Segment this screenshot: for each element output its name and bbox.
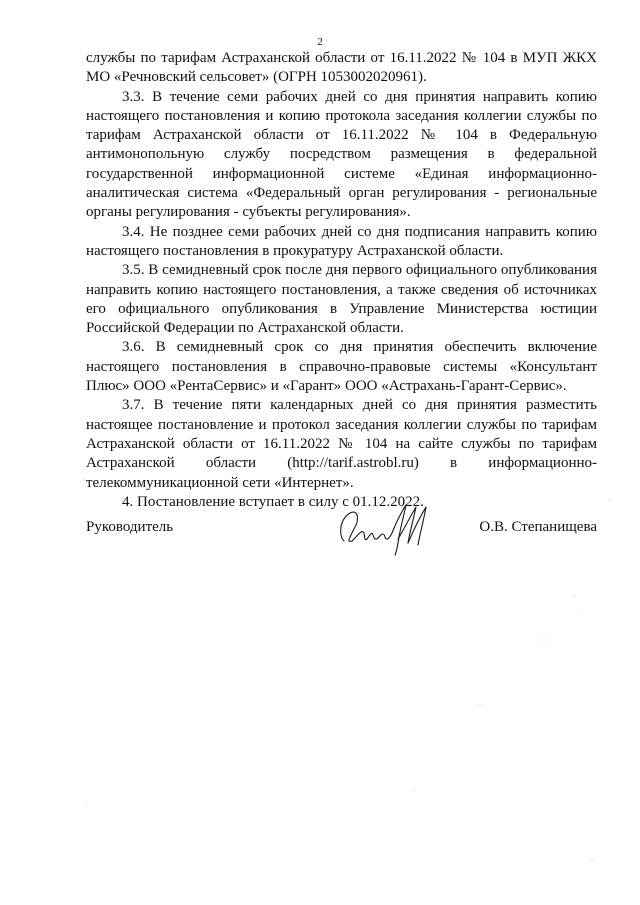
signatory-title: Руководитель [86,519,174,535]
paragraph-3-3: 3.3. В течение семи рабочих дней со дня принятия направить копию настоящего постановления и копию протокола заседания коллегии службы по тарифам Астраханской области от 16.11.2022 № 104 в Федеральную антимонопольную службу посредством размещения в федеральной государственной информационной системе «Единая информационно-аналитическая система «Федеральный орган регулирования - региональные органы регулирования - субъекты регулирования». [86,88,597,221]
paragraph-continuation: службы по тарифам Астраханской области от 16.11.2022 № 104 в МУП ЖКХ МО «Речновский сельсовет» (ОГРН 1053002020961). [86,50,597,86]
page-number: 2 [317,36,323,48]
paragraph-3-5: 3.5. В семидневный срок после дня первого официального опубликования направить копию настоящего постановления, а также сведения об источниках его официального опубликования в Управление Министерства юстиции Российской Федерации по Астраханской области. [86,262,597,337]
paragraph-3-7: 3.7. В течение пяти календарных дней со дня принятия разместить настоящее постановление и протокол заседания коллегии службы по тарифам Астраханской области от 16.11.2022 № 104 на сайте службы по тарифам Астраханской области (http://tarif.astrobl.ru) в информационно-телекоммуникационной сети «Интернет». [86,397,597,491]
signatory-name: О.В. Степанищева [479,519,597,535]
paragraph-3-4: 3.4. Не позднее семи рабочих дней со дня подписания направить копию настоящего постановления в прокуратуру Астраханской области. [86,223,597,259]
paragraph-4: 4. Постановление вступает в силу с 01.12.2022. [122,493,424,510]
paragraph-3-6: 3.6. В семидневный срок со дня принятия обеспечить включение настоящего постановления в справочно-правовые системы «Консультант Плюс» ООО «РентаСервис» и «Гарант» ООО «Астрахань-Гарант-Сервис». [86,339,597,395]
